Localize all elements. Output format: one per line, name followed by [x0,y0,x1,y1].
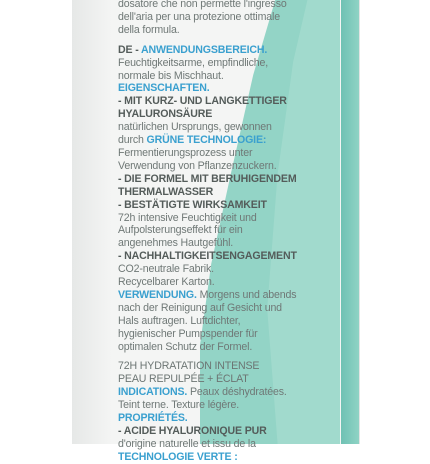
de-line-11: Recycelbarer Karton. [118,276,215,289]
de-line-3: natürlichen Ursprungs, gewonnen [118,121,272,134]
de-bullet-2b: THERMALWASSER [118,185,214,198]
fr-line-2: PEAU REPULPÉE + ÉCLAT [118,373,249,386]
fr-technologie-verte: TECHNOLOGIE VERTE : [118,450,238,463]
fr-line-3: Teint terne. Texture légère. [118,399,240,412]
de-verwendung: VERWENDUNG. [118,288,197,301]
fr-line-4: d'origine naturelle et issu de la [118,437,256,450]
fr-indications: INDICATIONS. [118,386,188,399]
de-line-1: Feuchtigkeitsarme, empfindliche, [118,56,269,69]
de-eigenschaften: EIGENSCHAFTEN. [118,82,210,95]
de-gruene-technologie: GRÜNE TECHNOLOGIE: [146,134,267,147]
fr-indications-line [118,386,313,399]
de-bullet-1a: - MIT KURZ- UND LANGKETTIGER [118,95,287,108]
de-bullet-4: - NACHHALTIGKEITSENGAGEMENT [118,250,297,263]
de-line-6: Verwendung von Pflanzenzuckern. [118,159,277,172]
de-line-12: nach der Reinigung auf Gesicht und [118,301,282,314]
de-line-13: Hals auftragen. Luftdichter, [118,314,241,327]
tube-teal-edge [341,0,359,444]
it-line-3: della formula. [118,23,180,36]
de-line-14: hygienischer Pumpspender für [118,327,258,340]
de-verwendung-line [118,289,313,302]
de-line-9: angenehmes Hautgefühl. [118,237,234,250]
de-heading [118,44,313,57]
fr-bullet-1: - ACIDE HYALURONIQUE PUR [118,425,267,437]
de-line-15: optimalen Schutz der Formel. [118,340,253,353]
de-line-4 [118,134,313,147]
label-text-column [118,0,313,464]
fr-indications-rest: Peaux déshydratées. [187,386,287,399]
spacer [118,37,313,44]
de-verwendung-rest: Morgens und abends [196,288,297,301]
de-line-10: CO2-neutrale Fabrik. [118,263,214,276]
de-line-2: normale bis Mischhaut. [118,69,224,82]
tube-shadow [72,0,112,444]
de-bullet-3: - BESTÄTIGTE WIRKSAMKEIT [118,198,267,211]
de-line-8: Aufpolsterungseffekt für ein [118,224,243,237]
de-line-5: Fermentierungsprozess unter [118,146,253,159]
de-code: DE - [118,43,141,56]
de-bullet-2a: - DIE FORMEL MIT BERUHIGENDEM [118,172,297,185]
spacer [118,353,313,360]
it-line-2: dell'aria per una protezione ottimale [118,10,280,23]
fr-proprietes: PROPRIÉTÉS. [118,412,188,425]
fr-line-1: 72H HYDRATATION INTENSE [118,360,260,373]
de-line-7: 72h intensive Feuchtigkeit und [118,211,257,224]
de-bullet-1b: HYALURONSÄURE [118,108,213,121]
de-anwendungsbereich: ANWENDUNGSBEREICH. [141,43,268,56]
de-durch: durch [118,134,147,147]
it-line-1: dosatore che non permette l'ingresso [118,0,287,10]
